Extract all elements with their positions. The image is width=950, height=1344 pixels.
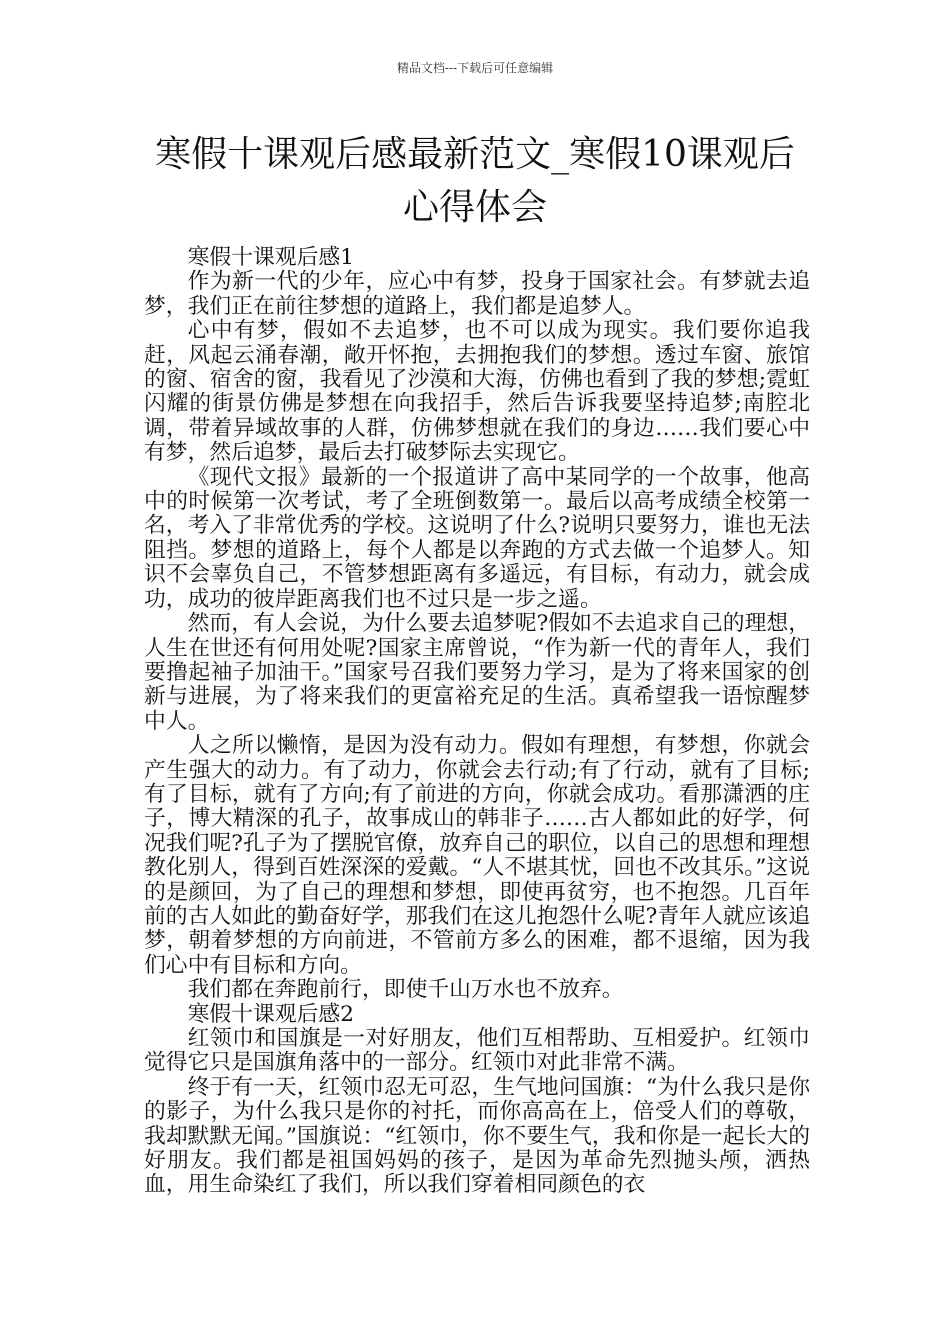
paragraph: 我们都在奔跑前行，即使千山万水也不放弃。 xyxy=(187,977,624,1003)
paragraph: 《现代文报》最新的一个报道讲了高中某同学的一个故事，他高中的时候第一次考试，考了全班倒数第一。最后以高考成绩全校第一名，考入了非常优秀的学校。这说明了什么?说明只要努力，谁也无法阻挡。梦想的道路上，每个人都是以奔跑的方式去做一个追梦人。知识不会辜负自己，不管梦想距离有多遥远，有目标，有动力，就会成功，成功的彼岸距离我们也不过只是一步之遥。 xyxy=(144,464,810,612)
document-body xyxy=(144,246,810,1198)
paragraph: 作为新一代的少年，应心中有梦，投身于国家社会。有梦就去追梦，我们正在前往梦想的道路上，我们都是追梦人。 xyxy=(144,269,810,319)
paragraph: 然而，有人会说，为什么要去追梦呢?假如不去追求自己的理想，人生在世还有何用处呢?国家主席曾说，“作为新一代的青年人，我们要撸起袖子加油干。”国家号召我们要努力学习，是为了将来国家的创新与进展，为了将来我们的更富裕充足的生活。真希望我一语惊醒梦中人。 xyxy=(144,611,810,734)
paragraph: 人之所以懒惰，是因为没有动力。假如有理想，有梦想，你就会产生强大的动力。有了动力，你就会去行动;有了行动，就有了目标;有了目标，就有了方向;有了前进的方向，你就会成功。看那潇洒的庄子，博大精深的孔子，故事成山的韩非子……古人都如此的好学，何况我们呢?孔子为了摆脱官僚，放弃自己的职位，以自己的思想和理想教化别人，得到百姓深深的爱戴。“人不堪其忧，回也不改其乐。”这说的是颜回，为了自己的理想和梦想，即使再贫穷，也不抱怨。几百年前的古人如此的勤奋好学，那我们在这儿抱怨什么呢?青年人就应该追梦，朝着梦想的方向前进，不管前方多么的困难，都不退缩，因为我们心中有目标和方向。 xyxy=(144,733,810,978)
paragraph: 终于有一天，红领巾忍无可忍，生气地问国旗：“为什么我只是你的影子，为什么我只是你的衬托，而你高高在上，倍受人们的尊敬，我却默默无闻。”国旗说：“红领巾，你不要生气，我和你是一起长大的好朋友。我们都是祖国妈妈的孩子，是因为革命先烈抛头颅，洒热血，用生命染红了我们，所以我们穿着相同颜色的衣 xyxy=(144,1074,810,1198)
paragraph: 红领巾和国旗是一对好朋友，他们互相帮助、互相爱护。红领巾觉得它只是国旗角落中的一部分。红领巾对此非常不满。 xyxy=(144,1026,810,1076)
page-header: 精品文档---下载后可任意编辑 xyxy=(396,61,554,75)
section-heading: 寒假十课观后感1 xyxy=(187,245,355,270)
section-heading: 寒假十课观后感2 xyxy=(187,1001,355,1027)
document-title: 寒假十课观后感最新范文_寒假10课观后心得体会 xyxy=(155,134,795,228)
paragraph: 心中有梦，假如不去追梦，也不可以成为现实。我们要你追我赶，风起云涌春潮，敞开怀抱，去拥抱我们的梦想。透过车窗、旅馆的窗、宿舍的窗，我看见了沙漠和大海，仿佛也看到了我的梦想;霓虹闪耀的街景仿佛是梦想在向我招手，然后告诉我要坚持追梦;南腔北调，带着异域故事的人群，仿佛梦想就在我们的身边……我们要心中有梦，然后追梦，最后去打破梦际去实现它。 xyxy=(144,318,810,466)
